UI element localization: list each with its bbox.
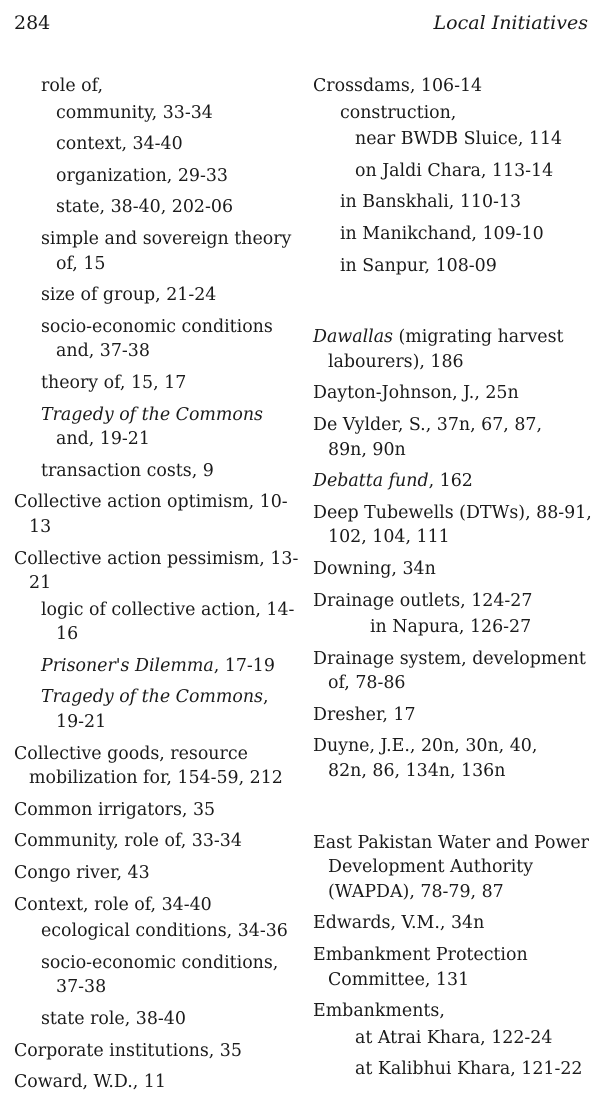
- index-entry-text: 21: [29, 573, 52, 594]
- index-entry-line: [14, 766, 294, 791]
- index-column-left: [14, 74, 299, 1102]
- index-entry-text: construction,: [340, 102, 457, 123]
- index-entry-text: Drainage system, development: [313, 648, 586, 669]
- index-entry-line: [313, 968, 598, 993]
- index-subentry: [14, 459, 294, 484]
- index-entry-text: labourers), 186: [328, 351, 464, 372]
- index-entry-line: [313, 671, 598, 696]
- index-entry-text: in Napura, 126-27: [370, 617, 532, 638]
- index-entry-text: 13: [29, 516, 52, 537]
- index-entry-text: De Vylder, S., 37n, 67, 87,: [313, 414, 542, 435]
- index-entry-line: [340, 254, 598, 279]
- index-subentry: [14, 195, 294, 220]
- index-entry-text: on Jaldi Chara, 113-14: [355, 160, 554, 181]
- index-entry-line: [313, 999, 598, 1024]
- index-entry-text: , 162: [428, 471, 473, 492]
- index-entry-line: [41, 74, 294, 99]
- index-entry-line: [41, 919, 294, 944]
- index-entry-text: Drainage outlets, 124-27: [313, 590, 533, 611]
- index-entry-line: [56, 195, 294, 220]
- index-entry-line: [14, 1070, 294, 1095]
- index-entry: [313, 647, 598, 696]
- index-entry-text: Crossdams, 106-14: [313, 76, 483, 96]
- index-entry-text: Coward, W.D., 11: [14, 1072, 166, 1093]
- index-subentry: [313, 1057, 598, 1082]
- index-entry-text: ,: [263, 687, 269, 708]
- index-entry-line: [41, 371, 294, 396]
- index-entry-text: simple and sovereign theory: [41, 228, 292, 249]
- index-entry-line: [41, 315, 294, 340]
- index-entry-line: [340, 101, 598, 126]
- index-subentry: [14, 951, 294, 1000]
- index-entry: [313, 413, 598, 462]
- index-entry-line: [41, 654, 294, 679]
- index-entry-line: [313, 325, 598, 350]
- index-entry-text: size of group, 21-24: [41, 285, 217, 306]
- index-entry-line: [313, 855, 598, 880]
- index-entry-text: role of,: [41, 76, 103, 96]
- index-entry: [313, 999, 598, 1024]
- index-entry-text: Corporate institutions, 35: [14, 1040, 242, 1061]
- index-entry-italic-term: Debatta fund: [313, 471, 429, 492]
- index-entry-text: Dayton-Johnson, J., 25n: [313, 383, 519, 404]
- index-entry-line: [56, 164, 294, 189]
- index-entry-line: [313, 525, 598, 550]
- index-entry-text: community, 33-34: [56, 102, 213, 123]
- index-entry-line: [370, 615, 598, 640]
- index-entry: [313, 831, 598, 905]
- index-subentry: [313, 615, 598, 640]
- index-subentry: [14, 403, 294, 452]
- index-entry-text: mobilization for, 154-59, 212: [29, 768, 283, 789]
- index-entry-text: Common irrigators, 35: [14, 799, 216, 820]
- page-number: 284: [14, 12, 51, 34]
- index-entry: [14, 893, 294, 918]
- index-entry-line: [313, 880, 598, 905]
- index-subentry: [14, 101, 294, 126]
- page-header: [0, 12, 600, 42]
- index-entry-text: state, 38-40, 202-06: [56, 197, 234, 218]
- index-entry: [313, 557, 598, 582]
- index-entry-text: at Atrai Khara, 122-24: [355, 1027, 553, 1048]
- index-entry-line: [313, 911, 598, 936]
- index-entry-line: [14, 742, 294, 767]
- index-entry-text: context, 34-40: [56, 134, 183, 155]
- index-entry-line: [41, 427, 294, 452]
- index-entry-line: [41, 598, 294, 623]
- index-entry-line: [41, 622, 294, 647]
- index-entry: [313, 469, 598, 494]
- index-entry-text: of, 15: [56, 253, 106, 274]
- index-subentry: [313, 101, 598, 126]
- index-entry-text: 19-21: [56, 712, 107, 733]
- index-entry-text: theory of, 15, 17: [41, 372, 187, 393]
- index-entry-line: [41, 339, 294, 364]
- index-subentry: [14, 283, 294, 308]
- index-entry-line: [313, 734, 598, 759]
- index-entry-text: , 17-19: [213, 655, 275, 676]
- index-entry-text: Context, role of, 34-40: [14, 894, 212, 915]
- index-entry-text: 82n, 86, 134n, 136n: [328, 761, 506, 782]
- index-entry-line: [14, 490, 294, 515]
- index-entry-text: (WAPDA), 78-79, 87: [328, 881, 504, 902]
- index-entry: [313, 703, 598, 728]
- index-entry: [14, 861, 294, 886]
- index-entry-text: state role, 38-40: [41, 1009, 186, 1029]
- index-entry-line: [313, 557, 598, 582]
- index-entry-line: [313, 438, 598, 463]
- index-entry: [14, 1070, 294, 1095]
- index-entry-text: Dresher, 17: [313, 704, 416, 725]
- index-subentry: [14, 919, 294, 944]
- index-entry-text: and, 19-21: [56, 429, 150, 450]
- index-entry-text: 37-38: [56, 977, 107, 998]
- index-subentry: [14, 371, 294, 396]
- index-entry-text: in Manikchand, 109-10: [340, 223, 544, 244]
- index-entry-text: Duyne, J.E., 20n, 30n, 40,: [313, 736, 538, 757]
- index-subentry: [14, 315, 294, 364]
- index-column-right: [313, 74, 598, 1089]
- section-gap: [313, 791, 598, 831]
- index-entry-line: [355, 159, 598, 184]
- index-entry: [14, 798, 294, 823]
- index-subentry: [14, 1007, 294, 1032]
- index-entry-text: Embankments,: [313, 1001, 445, 1022]
- index-entry: [14, 547, 299, 596]
- index-entry: [313, 501, 598, 550]
- index-entry-line: [41, 252, 294, 277]
- index-entry-line: [313, 413, 598, 438]
- index-entry-line: [313, 469, 598, 494]
- index-entry-text: Collective action pessimism, 13-: [14, 548, 299, 569]
- index-entry-italic-term: Prisoner's Dilemma: [41, 655, 214, 676]
- index-entry-text: Edwards, V.M., 34n: [313, 913, 485, 934]
- index-entry: [313, 381, 598, 406]
- index-entry-text: 102, 104, 111: [328, 527, 450, 548]
- index-entry: [313, 325, 598, 374]
- index-subentry: [14, 654, 294, 679]
- index-entry-line: [14, 1039, 294, 1064]
- index-entry-text: East Pakistan Water and Power: [313, 832, 589, 853]
- index-entry-line: [56, 101, 294, 126]
- index-subentry: [14, 227, 294, 276]
- index-entry: [313, 74, 598, 99]
- index-entry-line: [14, 547, 299, 572]
- index-subentry: [313, 190, 598, 215]
- index-entry-text: 89n, 90n: [328, 439, 406, 460]
- index-entry-line: [313, 703, 598, 728]
- index-subentry: [14, 685, 294, 734]
- index-entry-line: [313, 381, 598, 406]
- index-entry-line: [41, 403, 294, 428]
- index-entry-line: [14, 515, 294, 540]
- index-entry-line: [56, 132, 294, 157]
- running-head: Local Initiatives: [433, 12, 588, 34]
- index-entry-line: [313, 831, 598, 856]
- index-entry: [14, 742, 294, 791]
- index-subentry: [313, 127, 598, 152]
- index-entry-text: and, 37-38: [56, 341, 150, 362]
- index-entry-text: Community, role of, 33-34: [14, 831, 242, 852]
- index-entry-line: [355, 127, 598, 152]
- index-entry-line: [340, 190, 598, 215]
- index-subentry: [14, 164, 294, 189]
- index-entry-line: [41, 951, 294, 976]
- index-entry-italic-term: Dawallas: [313, 327, 393, 348]
- index-entry-line: [41, 685, 294, 710]
- index-entry-line: [14, 571, 294, 596]
- index-entry-line: [14, 893, 294, 918]
- index-entry-text: socio-economic conditions: [41, 316, 273, 337]
- index-entry-line: [313, 759, 598, 784]
- index-entry-text: near BWDB Sluice, 114: [355, 129, 563, 150]
- index-entry: [313, 911, 598, 936]
- index-subentry: [313, 222, 598, 247]
- index-entry-line: [14, 861, 294, 886]
- index-subentry: [313, 159, 598, 184]
- index-entry-text: transaction costs, 9: [41, 460, 214, 481]
- index-entry-line: [313, 74, 598, 99]
- index-entry-text: organization, 29-33: [56, 165, 228, 186]
- index-entry-text: Collective goods, resource: [14, 743, 248, 764]
- index-entry-line: [355, 1057, 598, 1082]
- index-entry-text: Development Authority: [328, 857, 534, 878]
- index-entry-line: [313, 501, 598, 526]
- index-entry-text: socio-economic conditions,: [41, 952, 279, 973]
- index-entry-text: ecological conditions, 34-36: [41, 921, 288, 942]
- index-entry: [313, 734, 598, 783]
- index-entry-text: 16: [56, 624, 79, 645]
- index-subentry: [14, 598, 294, 647]
- index-entry-text: (migrating harvest: [392, 327, 564, 348]
- index-entry-text: in Banskhali, 110-13: [340, 192, 522, 213]
- index-entry-line: [340, 222, 598, 247]
- index-entry-line: [41, 227, 294, 252]
- index-entry-line: [14, 798, 294, 823]
- index-entry-text: in Sanpur, 108-09: [340, 255, 497, 276]
- index-entry-line: [41, 975, 294, 1000]
- index-entry-text: Deep Tubewells (DTWs), 88-91,: [313, 502, 592, 523]
- index-entry: [313, 943, 598, 992]
- index-subentry: [14, 74, 294, 99]
- index-entry-text: logic of collective action, 14-: [41, 599, 295, 620]
- index-entry-italic-term: Tragedy of the Commons: [41, 687, 263, 708]
- index-entry-text: of, 78-86: [328, 673, 406, 694]
- index-entry-text: Collective action optimism, 10-: [14, 492, 288, 513]
- index-entry-line: [41, 1007, 294, 1032]
- section-gap: [313, 285, 598, 325]
- index-entry-line: [313, 647, 598, 672]
- index-entry: [14, 490, 294, 539]
- index-entry-line: [41, 459, 294, 484]
- index-entry-line: [41, 283, 294, 308]
- index-entry: [14, 1039, 294, 1064]
- index-entry-line: [14, 829, 294, 854]
- index-entry-text: at Kalibhui Khara, 121-22: [355, 1059, 583, 1080]
- index-entry-text: Committee, 131: [328, 969, 470, 990]
- index-subentry: [313, 254, 598, 279]
- index-subentry: [14, 132, 294, 157]
- index-entry-line: [313, 589, 598, 614]
- index-entry: [14, 829, 294, 854]
- index-entry: [313, 589, 598, 614]
- index-entry-line: [313, 943, 598, 968]
- index-entry-text: Downing, 34n: [313, 558, 436, 579]
- index-entry-text: Congo river, 43: [14, 863, 150, 884]
- index-entry-text: Embankment Protection: [313, 945, 528, 966]
- index-entry-line: [41, 710, 294, 735]
- index-entry-italic-term: Tragedy of the Commons: [41, 404, 263, 425]
- index-entry-line: [313, 350, 598, 375]
